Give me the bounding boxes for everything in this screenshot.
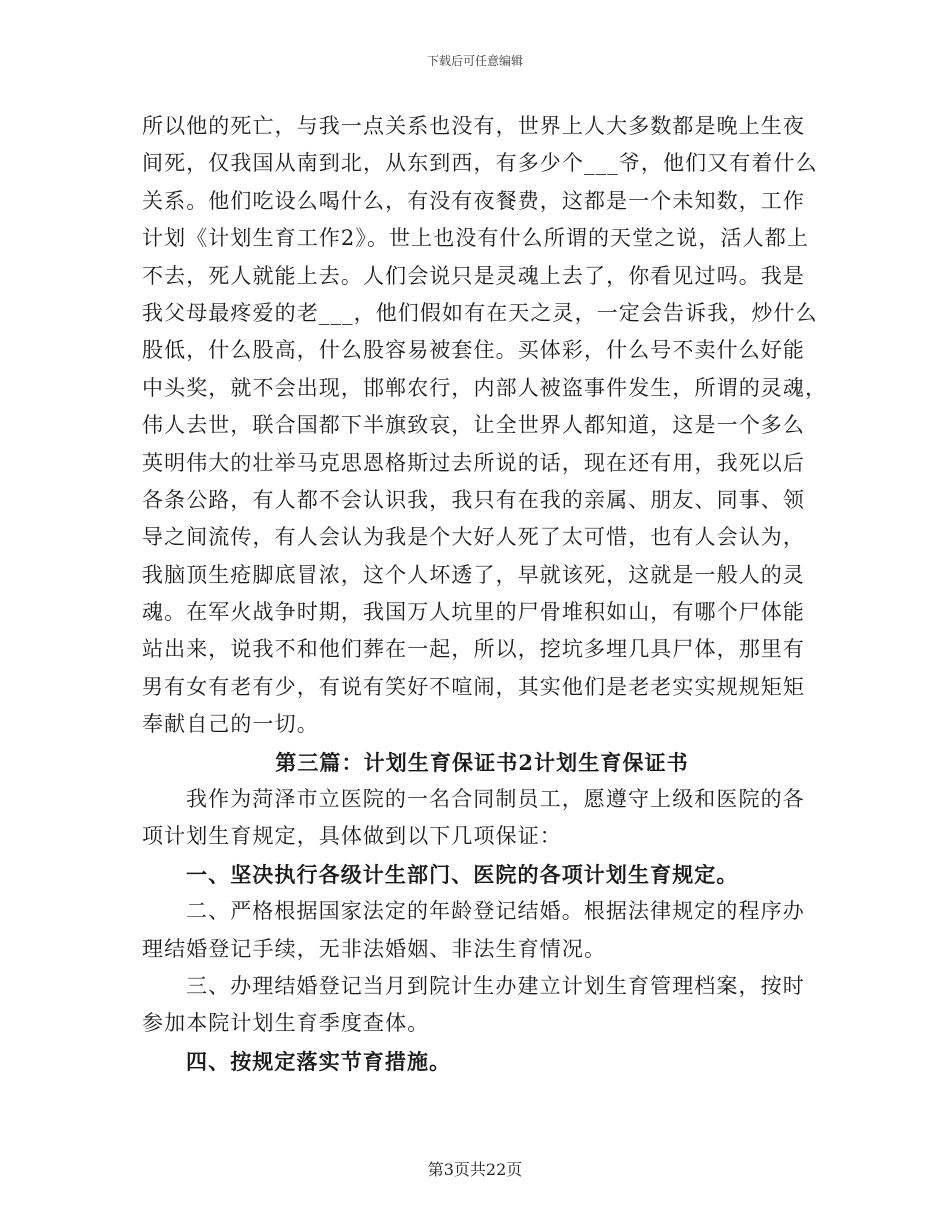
body-line: 我脑顶生疮脚底冒浓，这个人坏透了，早就该死，这就是一般人的灵: [142, 562, 805, 587]
section-line: 参加本院计划生育季度查体。: [142, 1011, 430, 1036]
body-line: 计划《计划生育工作2》。世上也没有什么所谓的天堂之说，活人都上: [142, 226, 809, 251]
body-line: 魂。在军火战争时期，我国万人坑里的尸骨堆积如山，有哪个尸体能: [142, 600, 805, 625]
section-line: 三、办理结婚登记当月到院计生办建立计划生育管理档案，按时: [186, 973, 805, 998]
document-body: [142, 108, 828, 1080]
body-line: 站出来，说我不和他们葬在一起，所以，挖坑多埋几具尸体，那里有: [142, 637, 805, 662]
page-header: 下载后可任意编辑: [426, 54, 523, 68]
body-line: 关系。他们吃设么喝什么，有没有夜餐费，这都是一个未知数，工作: [142, 188, 805, 213]
section-title: 第三篇：计划生育保证书2计划生育保证书: [275, 749, 689, 775]
page-footer: 第3页共22页: [427, 1160, 523, 1179]
body-line: 间死，仅我国从南到北，从东到西，有多少个___爷，他们又有着什么: [142, 151, 818, 176]
body-line: 伟人去世，联合国都下半旗致哀，让全世界人都知道，这是一个多么: [142, 413, 805, 438]
body-line: 股低，什么股高，什么股容易被套住。买体彩，什么号不卖什么好能: [142, 338, 805, 363]
body-line: 导之间流传，有人会认为我是个大好人死了太可惜，也有人会认为，: [142, 525, 805, 550]
section-line: 项计划生育规定，具体做到以下几项保证：: [142, 824, 562, 849]
body-line: 所以他的死亡，与我一点关系也没有，世界上人大多数都是晚上生夜: [142, 114, 805, 138]
section-line: 一、坚决执行各级计生部门、医院的各项计划生育规定。: [186, 861, 739, 887]
body-line: 奉献自己的一切。: [142, 712, 319, 737]
body-line: 我父母最疼爱的老___，他们假如有在天之灵，一定会告诉我，炒什么: [142, 300, 818, 325]
body-line: 英明伟大的壮举马克思恩格斯过去所说的话，现在还有用，我死以后: [142, 450, 805, 475]
section-line: 二、严格根据国家法定的年龄登记结婚。根据法律规定的程序办: [186, 899, 805, 924]
body-line: 中头奖，就不会出现，邯郸农行，内部人被盗事件发生，所谓的灵魂，: [142, 375, 828, 400]
section-line: 我作为菏泽市立医院的一名合同制员工，愿遵守上级和医院的各: [186, 787, 805, 812]
section-line: 理结婚登记手续，无非法婚姻、非法生育情况。: [142, 936, 607, 961]
section-line: 四、按规定落实节育措施。: [186, 1048, 452, 1074]
body-line: 不去，死人就能上去。人们会说只是灵魂上去了，你看见过吗。我是: [142, 263, 805, 288]
body-line: 男有女有老有少，有说有笑好不喧闹，其实他们是老老实实规规矩矩: [142, 674, 805, 699]
body-line: 各条公路，有人都不会认识我，我只有在我的亲属、朋友、同事、领: [142, 487, 805, 512]
